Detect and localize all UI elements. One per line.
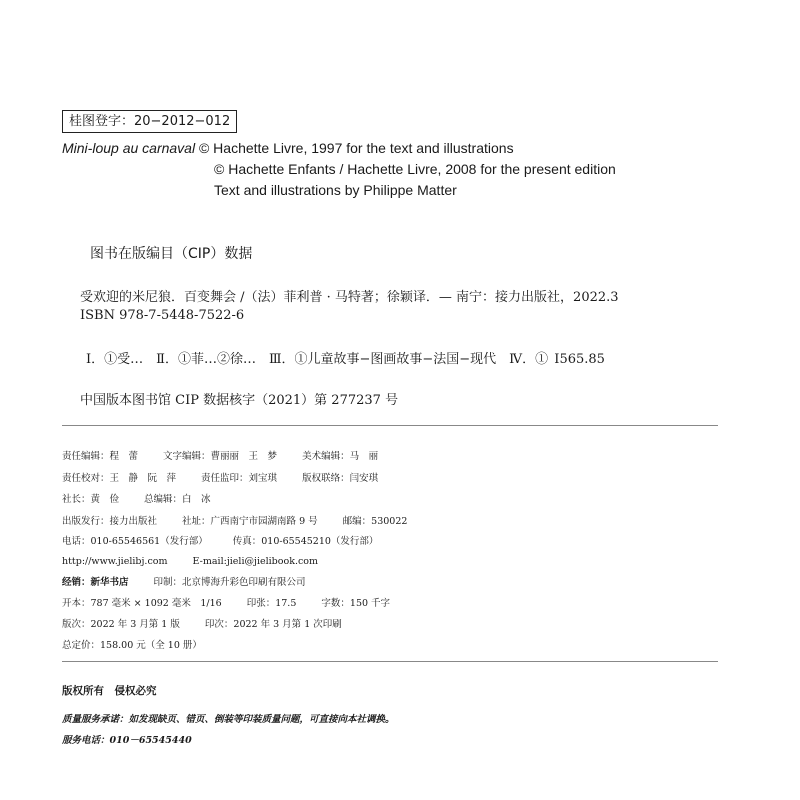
editor-in-chief: 总编辑：白 冰 [144, 494, 211, 505]
divider-top [62, 425, 718, 426]
rights-contact: 版权联络：闫安琪 [302, 473, 379, 484]
cip-subject-line: Ⅰ．①受… Ⅱ．①菲…②徐… Ⅲ．①儿童故事−图画故事−法国−现代 Ⅳ．① I565.85 [86, 352, 605, 367]
copyright-line-3: Text and illustrations by Philippe Matter [214, 182, 457, 198]
printing: 印次：2022 年 3 月第 1 次印刷 [204, 619, 342, 630]
credits-row-distribution [62, 577, 306, 589]
format: 开本：787 毫米 × 1092 毫米 1/16 [62, 598, 222, 609]
cip-isbn: ISBN 978-7-5448-7522-6 [80, 308, 245, 323]
postcode: 邮编：530022 [342, 516, 408, 527]
phone: 电话：010-65546561（发行部） [62, 536, 208, 547]
credits-row-leadership [62, 494, 211, 506]
cip-bibliographic-line: 受欢迎的米尼狼．百变舞会 /（法）菲利普 · 马特著；徐颖译．— 南宁：接力出版社，2022.3 [80, 290, 619, 305]
publisher-address: 社址：广西南宁市园湖南路 9 号 [182, 516, 318, 527]
email-link[interactable]: E-mail:jieli@jielibook.com [192, 556, 319, 567]
credits-row-edition [62, 619, 342, 631]
credits-row-editors [62, 451, 378, 463]
copyright-text-1: © Hachette Livre, 1997 for the text and illustrations [195, 140, 514, 156]
printer: 印制：北京博海升彩色印刷有限公司 [153, 577, 306, 588]
chief-editor: 责任编辑：程 蕾 [62, 451, 139, 462]
print-supervisor: 责任监印：刘宝琪 [201, 473, 278, 484]
cip-heading: 图书在版编目（CIP）数据 [90, 246, 253, 262]
credits-row-price [62, 640, 202, 652]
edition: 版次：2022 年 3 月第 1 版 [62, 619, 180, 630]
cip-record-number: 中国版本图书馆 CIP 数据核字（2021）第 277237 号 [80, 393, 399, 408]
fax: 传真：010-65545210（发行部） [232, 536, 379, 547]
printed-sheets: 印张：17.5 [246, 598, 297, 609]
divider-bottom [62, 661, 718, 662]
copyright-line-1 [62, 138, 514, 158]
service-phone: 服务电话：010－65545440 [62, 735, 192, 746]
word-count: 字数：150 千字 [321, 598, 391, 609]
registration-number-box: 桂图登字：20−2012−012 [62, 110, 237, 133]
credits-row-web [62, 556, 318, 568]
rights-reserved: 版权所有 侵权必究 [62, 685, 157, 697]
original-title: Mini-loup au carnaval [62, 140, 196, 156]
text-editor: 文字编辑：曹丽丽 王 梦 [163, 451, 278, 462]
credits-row-proofing [62, 473, 378, 485]
president: 社长：黄 俭 [62, 494, 120, 505]
proofreaders: 责任校对：王 静 阮 萍 [62, 473, 177, 484]
credits-row-phone [62, 536, 378, 548]
art-editor: 美术编辑：马 丽 [302, 451, 379, 462]
distributor: 经销：新华书店 [62, 577, 129, 588]
copyright-line-2: © Hachette Enfants / Hachette Livre, 2008 for the present edition [214, 161, 616, 177]
credits-row-publisher [62, 516, 407, 528]
publisher: 出版发行：接力出版社 [62, 516, 158, 527]
quality-promise: 质量服务承诺：如发现缺页、错页、倒装等印装质量问题，可直接向本社调换。 [62, 714, 395, 725]
total-price: 总定价：158.00 元（全 10 册） [62, 640, 202, 651]
credits-row-format [62, 598, 390, 610]
website-link[interactable]: http://www.jielibj.com [62, 556, 168, 567]
